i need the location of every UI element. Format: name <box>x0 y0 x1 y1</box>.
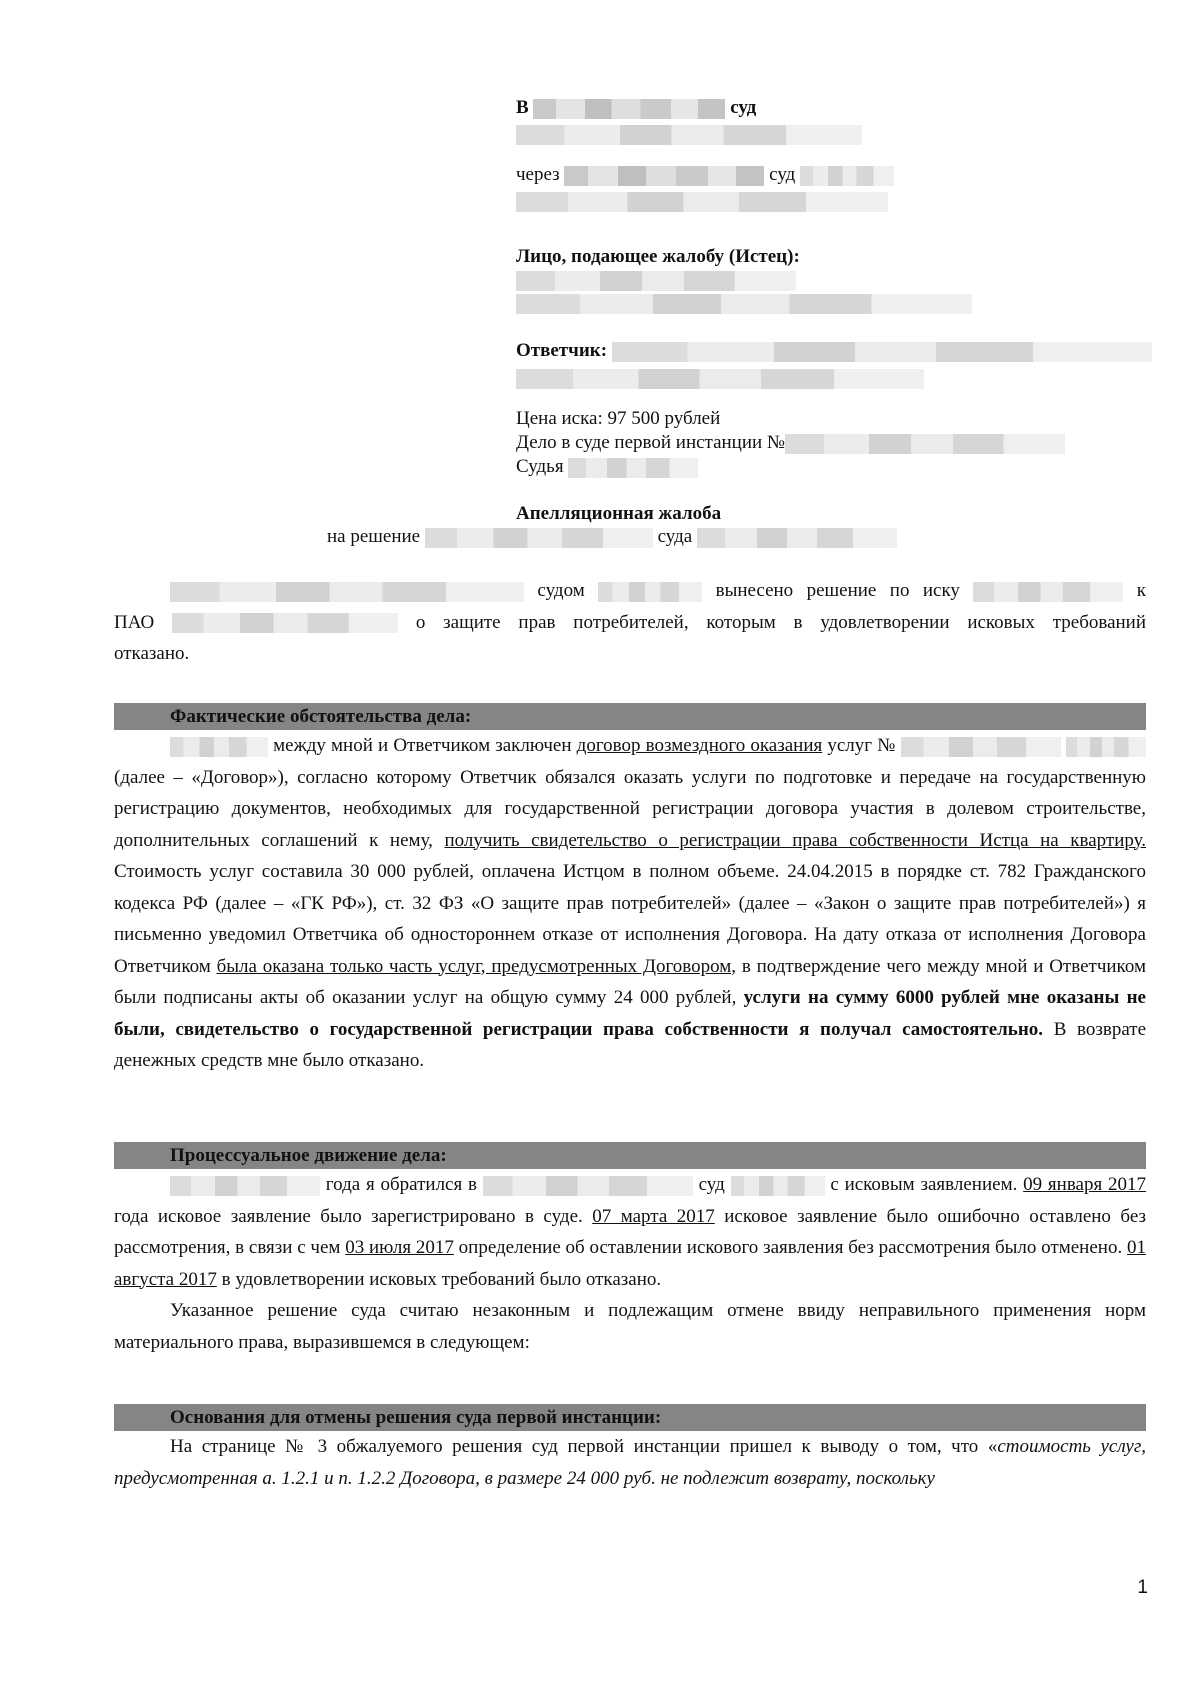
redacted-block <box>170 1176 320 1196</box>
redacted-block <box>1066 737 1146 757</box>
procedure-paragraph: года я обратился в суд с исковым заявлением. 09 января 2017 года исковое заявление было зарегистрировано в суде. 07 марта 2017 исковое заявление было ошибочно оставлено без рассмотрения, в связи с чем 03 июля 2017 определение об оставлении искового заявления без рассмотрения было отменено. 01 августа 2017 в удовлетворении исковых требований было отказано. Указанное решение суда считаю незаконным и подлежащим отмене ввиду неправильного применения норм материального права, выразившемся в следующем: <box>114 1174 1147 1353</box>
redacted-block <box>564 166 764 186</box>
judge-line: Судья <box>516 455 1156 479</box>
respondent-line: Ответчик: <box>516 339 1156 363</box>
redacted-block <box>568 458 698 478</box>
grounds-paragraph: На странице № 3 обжалуемого решения суд первой инстанции пришел к выводу о том, что «стоимость услуг, предусмотренная а. 1.2.1 и п. 1.2.2 Договора, в размере 24 000 руб. не подлежит возврату, поскольку <box>114 1436 1146 1489</box>
redacted-block <box>170 582 524 602</box>
via-court-line: через суд <box>516 163 1156 187</box>
redacted-block <box>731 1176 825 1196</box>
document-subtitle: на решение суда <box>327 525 897 549</box>
redacted-block <box>973 582 1123 602</box>
redacted-block <box>612 342 1152 362</box>
section-title-procedure: Процессуальное движение дела: <box>114 1142 1146 1169</box>
redacted-block <box>785 434 1065 454</box>
section-title-grounds: Основания для отмены решения суда первой инстанции: <box>114 1404 1146 1431</box>
redacted-block <box>172 613 398 633</box>
via-court-address <box>516 189 1156 213</box>
redacted-block <box>170 737 268 757</box>
appellant-address <box>516 291 1156 315</box>
redacted-block <box>901 737 1061 757</box>
redacted-block <box>697 528 897 548</box>
court-line: В суд <box>516 97 757 118</box>
redacted-block <box>425 528 653 548</box>
claim-price: Цена иска: 97 500 рублей <box>516 408 721 429</box>
facts-paragraph: между мной и Ответчиком заключен договор возмездного оказания услуг № (далее – «Договор»), согласно которому Ответчик обязался оказать услуги по подготовке и передаче на государственную регистрацию документов, необходимых для государственной регистрации договора участия в долевом строительстве, дополнительных соглашений к нему, получить свидетельство о регистрации права собственности Истца на квартиру. Стоимость услуг составила 30 000 рублей, оплачена Истцом в полном объеме. 24.04.2015 в порядке ст. 782 Гражданского кодекса РФ (далее – «ГК РФ»), ст. 32 ФЗ «О защите прав потребителей» (далее – «Закон о защите прав потребителей») я письменно уведомил Ответчика об одностороннем отказе от исполнения Договора. На дату отказа от исполнения Договора Ответчиком была оказана только часть услуг, предусмотренных Договором, в подтверждение чего между мной и Ответчиком были подписаны акты об оказании услуг на общую сумму 24 000 рублей, услуги на сумму 6000 рублей мне оказаны не были, свидетельство о государственной регистрации права собственности я получал самостоятельно. В возврате денежных средств мне было отказано. <box>114 735 1146 1071</box>
redacted-block <box>516 125 862 145</box>
redacted-block <box>516 271 796 291</box>
section-title-facts: Фактические обстоятельства дела: <box>114 703 1146 730</box>
redacted-block <box>483 1176 693 1196</box>
respondent-address <box>516 366 1156 390</box>
redacted-block <box>533 99 725 119</box>
case-number-line: Дело в суде первой инстанции № <box>516 431 1156 455</box>
redacted-block <box>516 192 888 212</box>
redacted-block <box>516 294 972 314</box>
redacted-block <box>800 166 894 186</box>
redacted-block <box>598 582 702 602</box>
redacted-block <box>516 369 924 389</box>
page-number: 1 <box>1137 1577 1148 1598</box>
document-title: Апелляционная жалоба <box>516 503 722 524</box>
appellant-label: Лицо, подающее жалобу (Истец): <box>516 246 800 267</box>
appellant-info <box>516 268 1156 292</box>
court-address <box>516 122 1156 146</box>
intro-paragraph: судом вынесено решение по иску к ПАО о защите прав потребителей, которым в удовлетворении исковых требований отказано. <box>114 580 1147 664</box>
